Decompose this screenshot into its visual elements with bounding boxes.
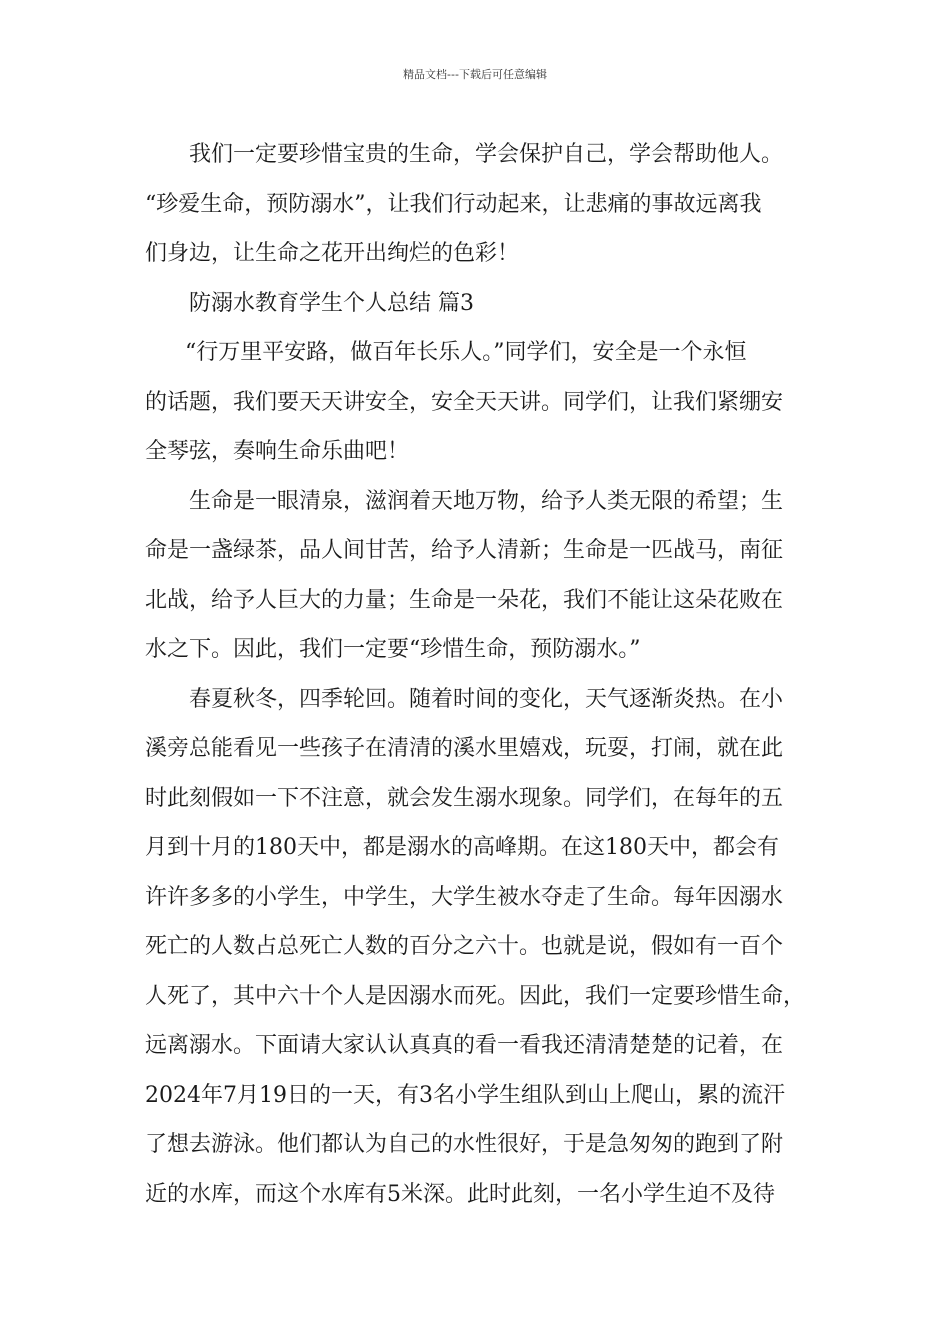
text-line: 全琴弦，奏响生命乐曲吧！ — [145, 439, 410, 464]
text-line: 春夏秋冬，四季轮回。随着时间的变化，天气逐渐炎热。在小 — [189, 686, 784, 712]
text-line: 的话题，我们要天天讲安全，安全天天讲。同学们，让我们紧绷安 — [145, 389, 784, 415]
text-line: 远离溺水。下面请大家认认真真的看一看我还清清楚楚的记着，在 — [145, 1033, 784, 1058]
document-body — [145, 130, 810, 1219]
text-line: “珍爱生命，预防溺水”，让我们行动起来，让悲痛的事故远离我 — [145, 191, 762, 217]
text-line: 命是一盏绿茶，品人间甘苦，给予人清新；生命是一匹战马，南征 — [145, 538, 784, 563]
text-line: 近的水库，而这个水库有5米深。此时此刻，一名小学生迫不及待 — [145, 1181, 775, 1207]
text-line: 死亡的人数占总死亡人数的百分之六十。也就是说，假如有一百个 — [145, 934, 784, 959]
text-line: 月到十月的180天中，都是溺水的高峰期。在这180天中，都会有 — [145, 835, 779, 860]
text-line: 水之下。因此，我们一定要“珍惜生命，预防溺水。” — [145, 637, 641, 662]
section-heading: 防溺水教育学生个人总结 篇3 — [189, 290, 474, 316]
text-line: “行万里平安路，做百年长乐人。”同学们，安全是一个永恒 — [185, 340, 747, 365]
text-line: 时此刻假如一下不注意，就会发生溺水现象。同学们，在每年的五 — [145, 785, 784, 811]
text-line: 们身边，让生命之花开出绚烂的色彩！ — [145, 241, 520, 266]
text-line: 了想去游泳。他们都认为自己的水性很好，于是急匆匆的跑到了附 — [145, 1132, 784, 1157]
text-line: 2024年7月19日的一天，有3名小学生组队到山上爬山，累的流汗 — [145, 1082, 785, 1108]
text-line: 许许多多的小学生，中学生，大学生被水夺走了生命。每年因溺水 — [145, 884, 784, 910]
text-line: 溪旁总能看见一些孩子在清清的溪水里嬉戏，玩耍，打闹，就在此 — [145, 736, 784, 761]
text-line: 人死了，其中六十个人是因溺水而死。因此，我们一定要珍惜生命， — [145, 983, 806, 1009]
page-header: 精品文档---下载后可任意编辑 — [403, 68, 547, 81]
text-line: 北战，给予人巨大的力量；生命是一朵花，我们不能让这朵花败在 — [145, 587, 784, 613]
text-line: 生命是一眼清泉，滋润着天地万物，给予人类无限的希望；生 — [189, 488, 784, 514]
text-line: 我们一定要珍惜宝贵的生命，学会保护自己，学会帮助他人。 — [189, 142, 784, 167]
